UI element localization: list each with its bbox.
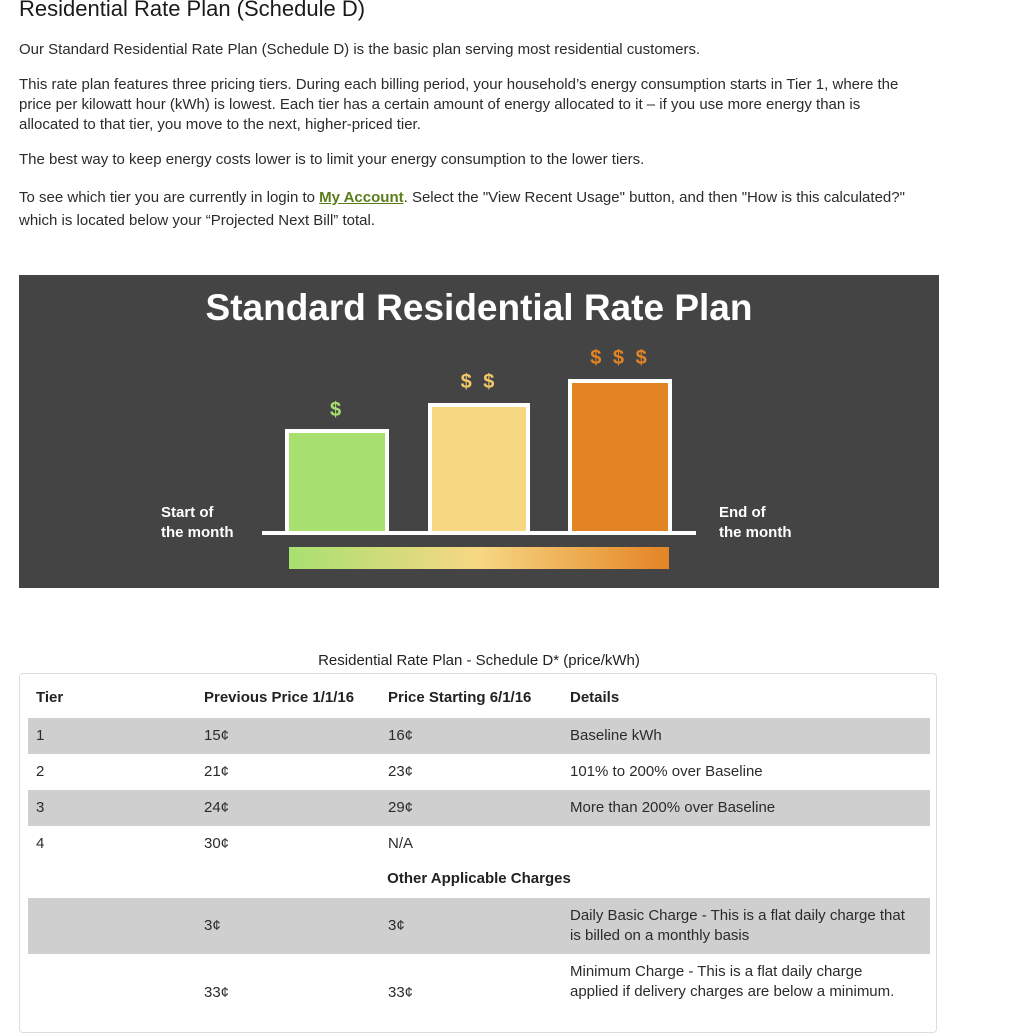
cell-new-price: 33¢ <box>388 984 414 1001</box>
header-details: Details <box>570 689 620 706</box>
table-row <box>28 718 930 754</box>
cell-new-price: 16¢ <box>388 727 414 744</box>
login-suffix: . Select the "View Recent Usage" button, and then "How is this calculated?" which is located below your “Projected Next Bill” total. <box>19 189 905 229</box>
login-paragraph <box>19 186 909 232</box>
cell-previous-price: 21¢ <box>204 763 230 780</box>
intro-paragraph: Our Standard Residential Rate Plan (Schedule D) is the basic plan serving most residential customers. <box>19 41 701 58</box>
cell-tier: 2 <box>36 763 45 780</box>
cell-details: Minimum Charge - This is a flat daily charge applied if delivery charges are below a minimum. <box>570 963 895 1000</box>
other-charges-heading: Other Applicable Charges <box>387 870 571 887</box>
cell-previous-price: 24¢ <box>204 799 230 816</box>
end-label-line2: the month <box>719 524 792 541</box>
end-of-month-label <box>719 503 792 543</box>
tip-paragraph: The best way to keep energy costs lower is to limit your energy consumption to the lower tiers. <box>19 151 645 168</box>
rate-table <box>19 673 937 1033</box>
start-label-line1: Start of <box>161 504 214 521</box>
end-label-line1: End of <box>719 504 766 521</box>
cell-new-price: N/A <box>388 835 414 852</box>
table-row <box>28 754 930 790</box>
cell-tier: 1 <box>36 727 45 744</box>
cell-previous-price: 15¢ <box>204 727 230 744</box>
infographic-title: Standard Residential Rate Plan <box>205 287 753 328</box>
cell-tier: 3 <box>36 799 45 816</box>
price-gradient-bar <box>289 547 669 569</box>
table-row <box>28 790 930 826</box>
cell-new-price: 23¢ <box>388 763 414 780</box>
tier2-price-symbol: $ $ <box>460 371 498 393</box>
tier1-bar <box>285 429 389 531</box>
my-account-link[interactable]: My Account <box>319 189 404 206</box>
start-label-line2: the month <box>161 524 234 541</box>
header-tier: Tier <box>36 689 64 706</box>
cell-previous-price: 30¢ <box>204 835 230 852</box>
tiers-paragraph: This rate plan features three pricing tiers. During each billing period, your household’s energy consumption starts in Tier 1, where the price per kilowatt hour (kWh) is lowest. Each tier has a certain amount of energy allocated to it – if you use more energy than is allocated to that tier, you move to the next, higher-priced tier. <box>19 76 899 133</box>
rate-plan-infographic <box>19 275 939 588</box>
start-of-month-label <box>161 503 234 543</box>
cell-new-price: 3¢ <box>388 917 405 934</box>
table-header-row <box>28 688 930 710</box>
cell-details: 101% to 200% over Baseline <box>570 763 763 780</box>
table-row <box>28 898 930 954</box>
timeline-baseline <box>262 531 696 535</box>
cell-previous-price: 33¢ <box>204 984 230 1001</box>
cell-tier: 4 <box>36 835 45 852</box>
tier1-price-symbol: $ <box>329 399 345 421</box>
login-prefix: To see which tier you are currently in login to <box>19 189 320 206</box>
header-previous-price: Previous Price 1/1/16 <box>204 689 355 706</box>
cell-previous-price: 3¢ <box>204 917 221 934</box>
cell-details: More than 200% over Baseline <box>570 799 776 816</box>
table-row <box>28 826 930 862</box>
table-caption: Residential Rate Plan - Schedule D* (price/kWh) <box>318 652 640 669</box>
page-title: Residential Rate Plan (Schedule D) <box>19 0 366 21</box>
cell-details: Baseline kWh <box>570 727 662 744</box>
cell-details: Daily Basic Charge - This is a flat daily charge that is billed on a monthly basis <box>570 907 905 944</box>
cell-new-price: 29¢ <box>388 799 414 816</box>
tier3-bar <box>568 379 672 531</box>
tier2-bar <box>428 403 530 531</box>
header-new-price: Price Starting 6/1/16 <box>388 689 532 706</box>
table-row <box>28 954 930 1024</box>
tier3-price-symbol: $ $ $ <box>590 347 650 369</box>
